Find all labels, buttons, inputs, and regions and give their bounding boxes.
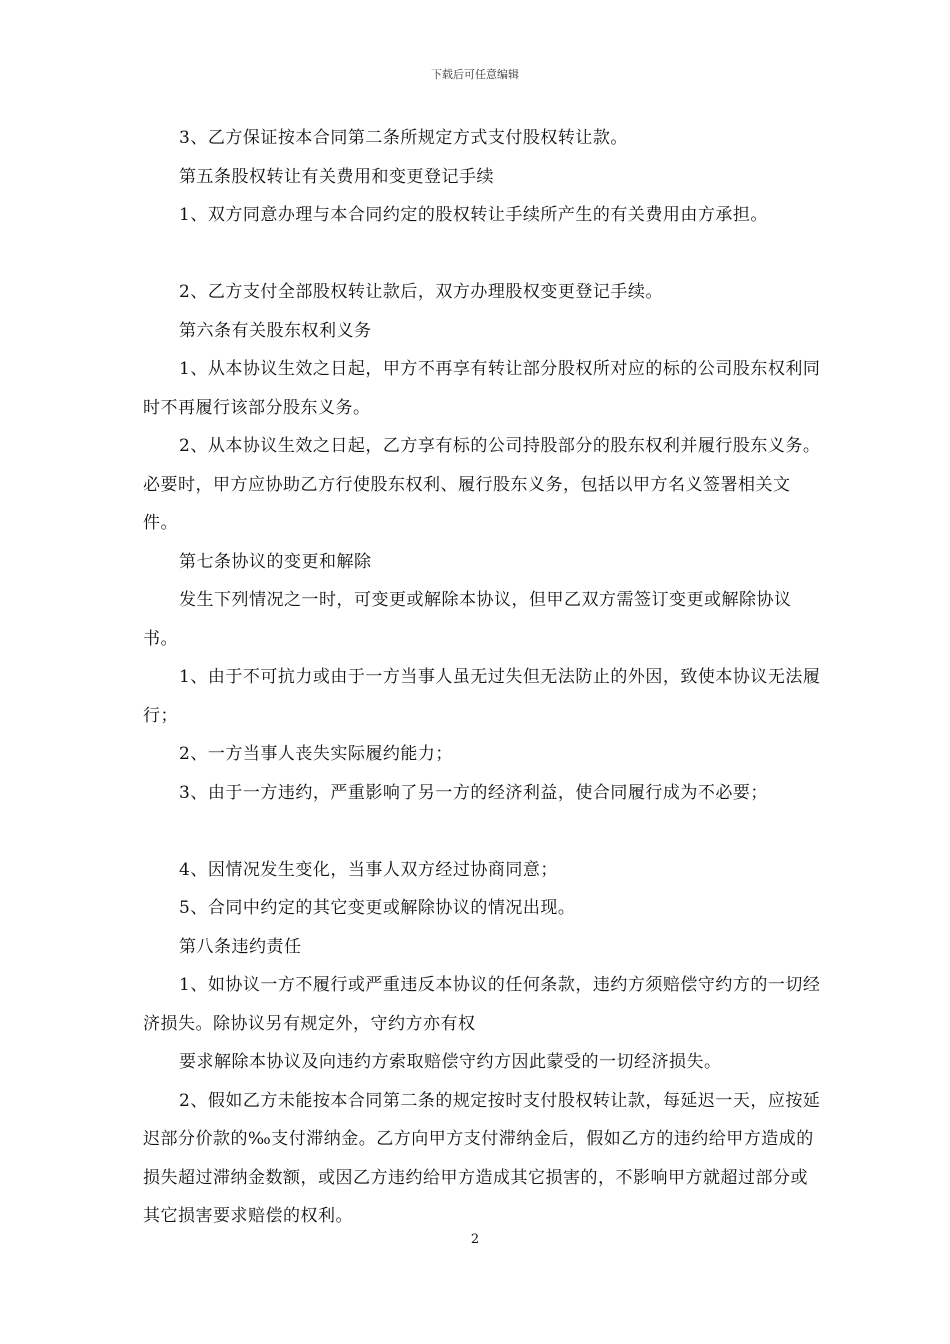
page-number: 2 xyxy=(470,1232,480,1247)
paragraph-clause-5-2: 2、乙方支付全部股权转让款后，双方办理股权变更登记手续。 xyxy=(179,282,663,302)
section-heading-6: 第六条有关股东权利义务 xyxy=(179,320,372,341)
paragraph-clause-7-4: 4、因情况发生变化，当事人双方经过协商同意； xyxy=(179,859,558,880)
blank-line xyxy=(143,812,823,851)
paragraph-clause-7-intro: 发生下列情况之一时，可变更或解除本协议，但甲乙双方需签订变更或解除协议书。 xyxy=(143,590,792,649)
paragraph-clause-7-5: 5、合同中约定的其它变更或解除协议的情况出现。 xyxy=(179,898,576,918)
paragraph-clause-8-1-cont: 要求解除本协议及向违约方索取赔偿守约方因此蒙受的一切经济损失。 xyxy=(179,1052,722,1072)
paragraph-clause-8-2: 2、假如乙方未能按本合同第二条的规定按时支付股权转让款，每延迟一天，应按延迟部分价款的‰支付滞纳金。乙方向甲方支付滞纳金后，假如乙方的违约给甲方造成的损失超过滞纳金数额，或因乙方违约给甲方造成其它损害的，不影响甲方就超过部分或其它损害要求赔偿的权利。 xyxy=(143,1090,821,1226)
section-heading-5: 第五条股权转让有关费用和变更登记手续 xyxy=(179,166,494,187)
document-body xyxy=(143,119,823,1236)
paragraph-clause-7-1: 1、由于不可抗力或由于一方当事人虽无过失但无法防止的外因，致使本协议无法履行； xyxy=(143,667,821,726)
paragraph-clause-7-3: 3、由于一方违约，严重影响了另一方的经济利益，使合同履行成为不必要； xyxy=(179,782,768,803)
paragraph-clause-6-1: 1、从本协议生效之日起，甲方不再享有转让部分股权所对应的标的公司股东权利同时不再履行该部分股东义务。 xyxy=(143,359,821,418)
paragraph-clause-4-3: 3、乙方保证按本合同第二条所规定方式支付股权转让款。 xyxy=(179,128,628,148)
section-heading-7: 第七条协议的变更和解除 xyxy=(179,551,372,572)
paragraph-clause-7-2: 2、一方当事人丧失实际履约能力； xyxy=(179,744,453,764)
paragraph-clause-5-1: 1、双方同意办理与本合同约定的股权转让手续所产生的有关费用由方承担。 xyxy=(179,205,768,225)
paragraph-clause-8-1: 1、如协议一方不履行或严重违反本协议的任何条款，违约方须赔偿守约方的一切经济损失。除协议另有规定外，守约方亦有权 xyxy=(143,975,821,1034)
blank-line xyxy=(143,235,823,274)
paragraph-clause-6-2: 2、从本协议生效之日起，乙方享有标的公司持股部分的股东权利并履行股东义务。必要时，甲方应协助乙方行使股东权利、履行股东义务，包括以甲方名义签署相关文件。 xyxy=(143,436,821,533)
section-heading-8: 第八条违约责任 xyxy=(179,936,302,957)
page-header: 下载后可任意编辑 xyxy=(431,68,519,81)
